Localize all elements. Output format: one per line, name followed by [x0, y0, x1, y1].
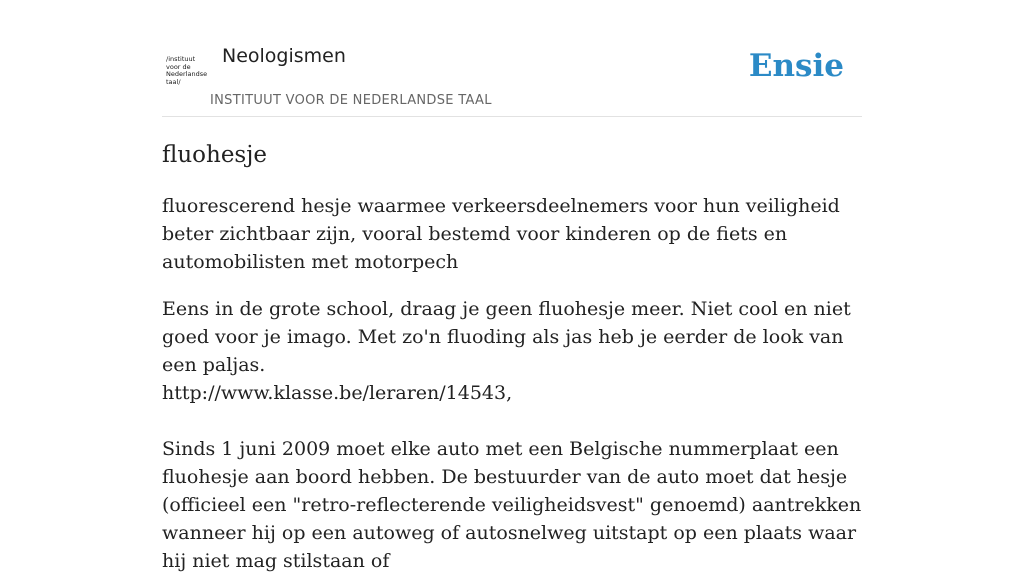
logo-text-line: Nederlandse [166, 70, 208, 79]
dictionary-name[interactable]: Neologismen [222, 45, 346, 67]
institute-name: INSTITUUT VOOR DE NEDERLANDSE TAAL [210, 93, 492, 108]
institute-logo[interactable] [166, 56, 210, 92]
entry-headword: fluohesje [162, 142, 267, 168]
logo-text-line: /instituut [166, 55, 196, 63]
entry-content [162, 136, 868, 575]
logo-text-line: voor de [166, 62, 191, 71]
logo-text-line: taal/ [166, 77, 181, 86]
ensie-logo[interactable]: Ensie [748, 48, 844, 84]
example-source: http://www.klasse.be/leraren/14543, [162, 382, 513, 404]
page-header [162, 40, 862, 117]
example-quote: Eens in de grote school, draag je geen fluohesje meer. Niet cool en niet goed voor je imago. Met zo'n fluoding als jas heb je eerder de look van een paljas. [162, 298, 851, 376]
entry-examples [162, 295, 868, 575]
paragraph-spacer [162, 407, 868, 435]
entry-definition: fluorescerend hesje waarmee verkeersdeelnemers voor hun veiligheid beter zichtbaar zijn, vooral bestemd voor kinderen op de fiets en automobilisten met motorpech [162, 195, 840, 273]
example-quote: Sinds 1 juni 2009 moet elke auto met een Belgische nummerplaat een fluohesje aan boord hebben. De bestuurder van de auto moet dat hesje (officieel een "retro-reflecterende veiligheidsvest" genoemd) aantrekken wanneer hij op een autoweg of autosnelweg uitstapt op een plaats waar hij niet mag stilstaan of [162, 438, 862, 572]
